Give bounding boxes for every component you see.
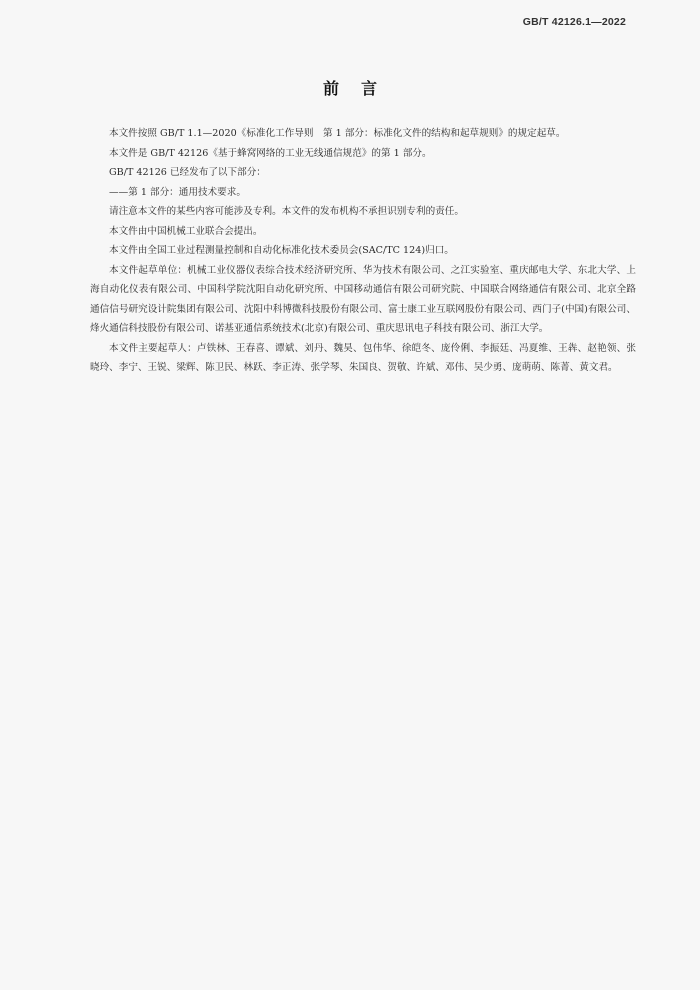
paragraph-drafters: 本文件主要起草人：卢铁林、王春喜、谭斌、刘丹、魏昊、包伟华、徐皑冬、庞伶俐、李振廷、冯夏维、王犇、赵艳领、张晓玲、李宁、王锐、梁辉、陈卫民、林跃、李正涛、张学琴、朱国良、贺敬、许斌、邓伟、吴少勇、庞萌萌、陈菁、黄文君。 — [90, 342, 636, 373]
paragraph-patent-notice: 请注意本文件的某些内容可能涉及专利。本文件的发布机构不承担识别专利的责任。 — [109, 206, 464, 217]
foreword-body — [90, 124, 636, 378]
paragraph-drafting-rules: 本文件按照 GB/T 1.1—2020《标准化工作导则 第 1 部分：标准化文件的结构和起草规则》的规定起草。 — [109, 128, 566, 139]
page-title: 前言 — [322, 79, 399, 98]
paragraph-part-1: ——第 1 部分：通用技术要求。 — [109, 186, 246, 198]
paragraph-proposer: 本文件由中国机械工业联合会提出。 — [109, 225, 263, 237]
paragraph-part-info: 本文件是 GB/T 42126《基于蜂窝网络的工业无线通信规范》的第 1 部分。 — [109, 147, 432, 159]
paragraph-committee: 本文件由全国工业过程测量控制和自动化标准化技术委员会(SAC/TC 124)归口。 — [109, 245, 454, 256]
paragraph-published-parts: GB/T 42126 已经发布了以下部分： — [109, 167, 266, 178]
paragraph-drafting-units: 本文件起草单位：机械工业仪器仪表综合技术经济研究所、华为技术有限公司、之江实验室、重庆邮电大学、东北大学、上海自动化仪表有限公司、中国科学院沈阳自动化研究所、中国移动通信有限公司研究院、中国联合网络通信有限公司、北京全路通信信号研究设计院集团有限公司、沈阳中科博微科技股份有限公司、富士康工业互联网股份有限公司、西门子(中国)有限公司、烽火通信科技股份有限公司、诺基亚通信系统技术(北京)有限公司、重庆思讯电子科技有限公司、浙江大学。 — [90, 264, 636, 334]
document-code: GB/T 42126.1—2022 — [522, 16, 626, 28]
